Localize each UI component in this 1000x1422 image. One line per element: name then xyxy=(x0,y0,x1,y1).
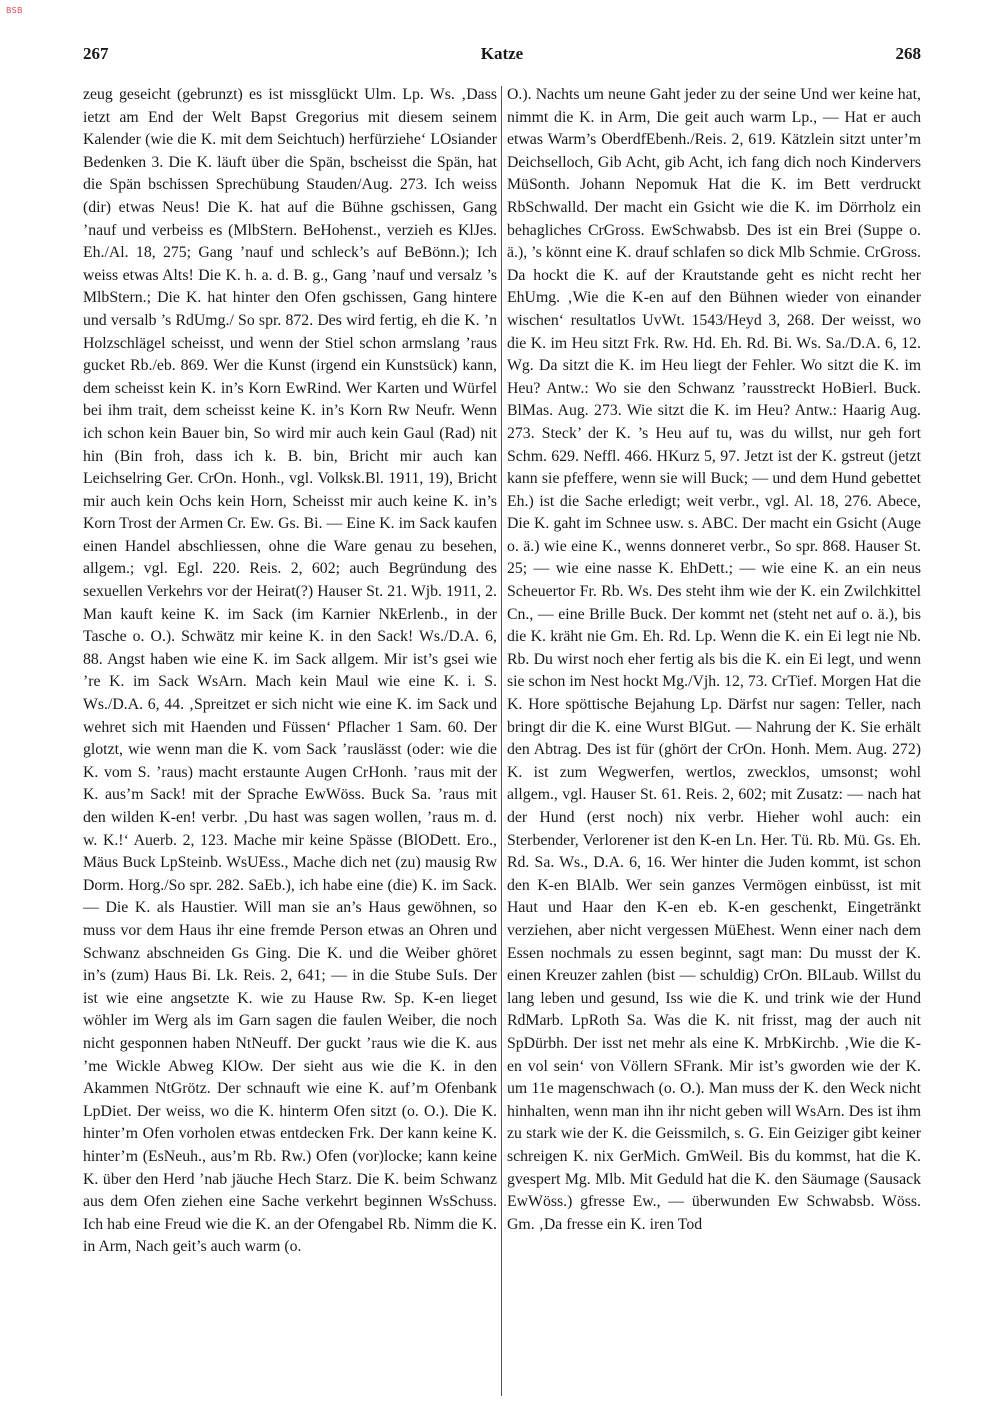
column-text-right: O.). Nachts um neune Gaht jeder zu der seine Und wer keine hat, nimmt die K. in Arm, Die geit auch warm Lp., — Hat er auch etwas Warm’s OberdfEbenh./Reis. 2, 619. Kätzlein sitzt unter’m Deichselloch, Gib Acht, gib Acht, ich fang dich noch Kindervers MüSonth. Johann Nepomuk Hat die K. im Bett verdruckt RbSchwalld. Der macht ein Gsicht wie die K. im Dörrholz ein behagliches CrGross. EwSchwabsb. Des ist ein Brei (Suppe o. ä.), ’s könnt eine K. drauf schlafen so dick Mlb Schmie. CrGross. Da hockt die K. auf der Krautstande geht es nicht recht her EhUmg. ‚Wie die K-en auf den Bühnen wieder von einander wischen‘ resultatlos UvWt. 1543/Heyd 3, 268. Der weisst, wo die K. im Heu sitzt Frk. Rw. Hd. Eh. Rd. Bi. Ws. Sa./D.A. 6, 12. Wg. Da sitzt die K. im Heu liegt der Fehler. Wo sitzt die K. im Heu? Antw.: Wo sie den Schwanz ’rausstreckt HoBierl. Buck. BlMas. Aug. 273. Wie sitzt die K. im Heu? Antw.: Haarig Aug. 273. Steck’ der K. ’s Heu auf tu, was du willst, nur geh fort Schm. 629. Neffl. 466. HKurz 5, 97. Jetzt ist der K. gstreut (jetzt kann sie pfeffere, wenn sie will Buck; — und dem Hund gebettet Eh.) ist die Sache erledigt; weit verbr., vgl. Al. 18, 276. Abece, Die K. gaht im Schnee usw. s. ABC. Der macht ein Gsicht (Auge o. ä.) wie eine K., wenns donneret verbr., So spr. 868. Hauser St. 25; — wie eine nasse K. EhDett.; — wie eine K. an ein neus Scheuertor Fr. Rb. Ws. Des steht ihm wie der K. ein Zwilchkittel Cn., — eine Brille Buck. Der kommt net (steht net auf o. ä.), bis die K. kräht nie Gm. Eh. Rd. Lp. Wenn die K. ein Ei legt nie Nb. Rb. Du wirst noch eher fertig als bis die K. ein Ei legt, und wenn sie schon im Nest hockt Mg./Vjh. 12, 73. CrTief. Morgen Hat die K. Hore spöttische Bejahung Lp. Därfst nur sagen: Teller, nach bringt dir die K. eine Wurst BlGut. — Nahrung der K. Sie erhält den Abtrag. Des ist für (ghört der CrOn. Honh. Mem. Aug. 272) K. ist zum Wegwerfen, wertlos, zwecklos, umsonst; wohl allgem., vgl. Hauser St. 61. Reis. 2, 602; mit Zusatz: — nach hat der Hund (erst noch) nix verbr. Hieher wohl auch: ein Sterbender, Verlorener ist den K-en Ln. Her. Tü. Rb. Mü. Gs. Eh. Rd. Sa. Ws., D.A. 6, 16. Wer hinter die Juden kommt, ist schon den K-en BlAlb. Wer sein ganzes Vermögen einbüsst, ist mit Haut und Haar den K-en eb. K-en geschenkt, Eingetränkt verziehen, aber nicht vergessen MüEhest. Wenn einer nach dem Essen nochmals zu essen beginnt, sagt man: Du musst der K. einen Kreuzer zahlen (bist — schuldig) CrOn. BlLaub. Willst du lang leben und gesund, Iss wie die K. und trink wie der Hund RdMarb. LpRoth Sa. Was die K. nit frisst, mag der auch nit SpDürbh. Der isst net mehr als eine K. MrbKirchb. ‚Wie die K-en vol sein‘ von Völlern SFrank. Mir ist’s gworden wie der K. um 11e magenschwach (o. O.). Man muss der K. den Weck nicht hinhalten, wenn man ihn ihr nicht geben will WsArn. Des ist ihm zu stark wie der K. die Geissmilch, s. G. Ein Geiziger gibt keiner schreigen K. nix GerMich. GmWeil. Bis du kommst, hat die K. gvespert Mg. Mlb. Mit Geduld hat die K. den Säumage (Sausack EwWöss.) gfresse Ew., — überwunden Ew Schwabsb. Wöss. Gm. ‚Da fresse ein K. iren Tod xyxy=(507,86,921,1233)
page-title: Katze xyxy=(480,44,524,63)
library-stamp: BSB xyxy=(6,6,23,15)
text-column-right xyxy=(507,84,921,1402)
text-column-left xyxy=(83,84,497,1402)
page-number-right: 268 xyxy=(895,44,921,63)
column-divider xyxy=(501,86,502,1396)
page-number-left: 267 xyxy=(83,44,109,63)
page-header xyxy=(83,44,921,68)
column-text-left: zeug geseicht (gebrunzt) es ist missglückt Ulm. Lp. Ws. ‚Dass ietzt am End der Welt Bapst Gregorius mit diesem seinem Kalender (wie die K. mit dem Seichtuch) herfürziehe‘ LOsiander Bedenken 3. Die K. läuft über die Spän, bscheisst die Spän, hat die Spän bschissen Sprechübung Stauden/Aug. 273. Ich weiss (dir) etwas Neus! Die K. hat auf die Bühne gschissen, Gang ’nauf und verbeiss es (MlbStern. BeHohenst., verzieh es KlJes. Eh./Al. 18, 275; Gang ’nauf und schleck’s auf BeBönn.); Ich weiss etwas Alts! Die K. h. a. d. B. g., Gang ’nauf und versalz ’s MlbStern.; Die K. hat hinter den Ofen gschissen, Gang hintere und versalb ’s RdUmg./ So spr. 872. Des wird fertig, eh die K. ’n Holzschlägel scheisst, und wenn der Stiel schon armslang ’raus gucket Rb./eb. 869. Wer die Kunst (irgend ein Kunstsück) kann, dem scheisst kein K. in’s Korn EwRind. Wer Karten und Würfel bei ihm trait, dem scheisst keine K. in’s Korn Rw Neufr. Wenn ich schon kein Bauer bin, So wird mir auch kein Gaul (Rad) nit hin (Bin froh, dass ich k. B. bin, Bricht mir auch kan Leichselring Ger. CrOn. Honh., vgl. Volksk.Bl. 1911, 19), Bricht mir auch kein Ochs kein Horn, Scheisst mir auch keine K. in’s Korn Trost der Armen Cr. Ew. Gs. Bi. — Eine K. im Sack kaufen einen Handel abschliessen, ohne die Ware genau zu besehen, allgem.; vgl. Egl. 220. Reis. 2, 602; auch Begründung des sexuellen Verkehrs vor der Heirat(?) Hauser St. 21. Wjb. 1911, 2. Man kauft keine K. im Sack (im Karnier NkErlenb., in der Tasche o. O.). Schwätz mir keine K. in den Sack! Ws./D.A. 6, 88. Angst haben wie eine K. im Sack allgem. Mir ist’s gsei wie ’re K. im Sack WsArn. Mach kein Maul wie eine K. i. S. Ws./D.A. 6, 44. ‚Spreitzet er sich nicht wie eine K. im Sack und wehret sich mit Haenden und Füssen‘ Pflacher 1 Sam. 60. Der glotzt, wie wenn man die K. vom Sack ’rauslässt (oder: wie die K. vom S. ’raus) macht erstaunte Augen CrHonh. ’raus mit der K. aus’m Sack! mit der Sprache EwWöss. Buck Sa. ’raus mit den wilden K-en! verbr. ‚Du hast was sagen wollen, ’raus m. d. w. K.!‘ Auerb. 2, 123. Mache mir keine Spässe (BlODett. Ero., Mäus Buck LpSteinb. WsUEss., Mache dich net (zu) mausig Rw Dorm. Horg./So spr. 282. SaEb.), ich habe eine (die) K. im Sack. — Die K. als Haustier. Will man sie an’s Haus gewöhnen, so muss vor dem Haus ihr eine fremde Person etwas an Ohren und Schwanz abschneiden Gs Ging. Die K. und die Weiber ghöret in’s (zum) Haus Bi. Lk. Reis. 2, 641; — in die Stube SuIs. Der ist wie eine angsetzte K. wie zu Hause Rw. Sp. K-en lieget wöhler im Werg als im Garn sagen die faulen Weiber, die noch nicht gesponnen haben NtNeuff. Der guckt ’raus wie die K. aus ’me Wickle Abweg KlOw. Der sieht aus wie die K. in den Akammen NtGrötz. Der schnauft wie eine K. auf’m Ofenbank LpDiet. Der weiss, wo die K. hinterm Ofen sitzt (o. O.). Die K. hinter’m Ofen vorholen etwas entdecken Frk. Der kann keine K. hinter’m (EsNeuh., aus’m Rb. Rw.) Ofen (vor)locke; kann keine K. über den Herd ’nab jäuche Hech Starz. Die K. beim Schwanz aus dem Ofen ziehen eine Sache verkehrt beginnen WsSchuss. Ich hab eine Freud wie die K. an der Ofengabel Rb. Nimm die K. in Arm, Nach geit’s auch warm (o. xyxy=(83,86,497,1256)
